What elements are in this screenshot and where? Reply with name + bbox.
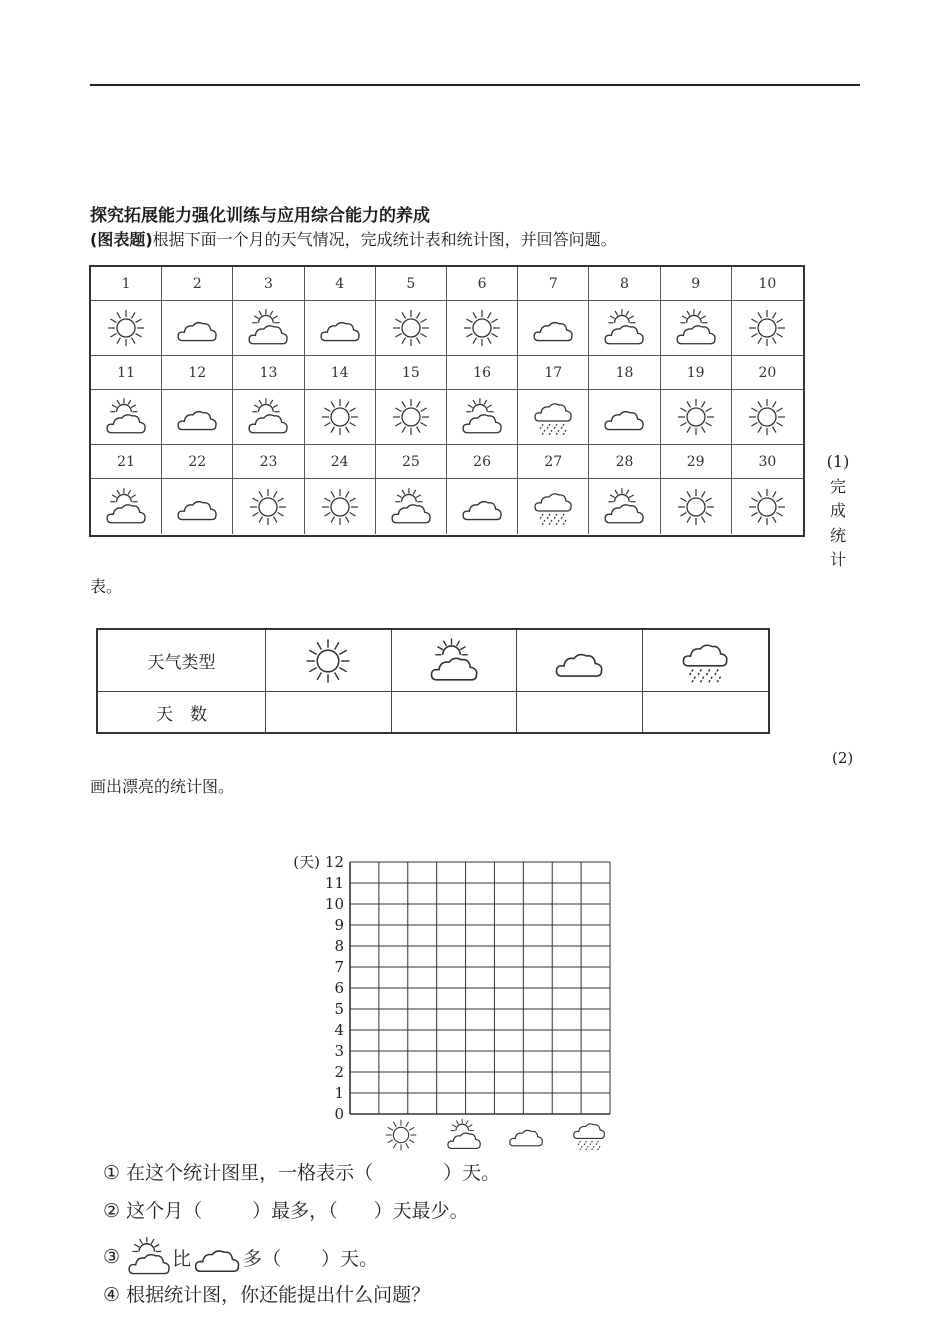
calendar-day-number: 13 — [233, 356, 304, 390]
partly-cloudy-icon — [589, 301, 660, 356]
y-tick-label: 12 — [324, 853, 344, 871]
y-tick-label: 4 — [334, 1021, 344, 1039]
partly-cloudy-icon — [233, 301, 304, 356]
q2-number: (2) — [832, 749, 854, 767]
question-text: 在这个统计图里，一格表示（ — [126, 1162, 374, 1184]
question-2 — [103, 1196, 469, 1223]
rainy-icon — [518, 479, 589, 534]
calendar-day-number: 29 — [661, 445, 732, 479]
table-rainy-icon — [643, 630, 769, 692]
calendar-day-number: 14 — [305, 356, 376, 390]
y-tick-label: 5 — [334, 1000, 344, 1018]
sunny-icon — [661, 390, 732, 445]
x-axis-cloudy-icon — [508, 1118, 544, 1158]
calendar-day-number: 18 — [589, 356, 660, 390]
sunny-icon — [305, 479, 376, 534]
partly-cloudy-icon — [233, 390, 304, 445]
y-tick-label: 0 — [334, 1105, 344, 1123]
question-text: 这个月（ — [126, 1200, 203, 1222]
calendar-day-number: 11 — [91, 356, 162, 390]
table-days-cloudy-cell[interactable] — [517, 692, 643, 732]
bar-chart-grid — [270, 850, 630, 1130]
question-text: 多（ — [243, 1247, 282, 1270]
question-text: ）天。 — [321, 1247, 379, 1270]
chart-grid-svg — [270, 850, 630, 1130]
cloudy-icon — [447, 479, 518, 534]
calendar-day-number: 22 — [162, 445, 233, 479]
partly-cloudy-icon — [589, 479, 660, 534]
sunny-icon — [233, 479, 304, 534]
calendar-day-number: 8 — [589, 267, 660, 301]
weather-calendar — [89, 265, 805, 537]
q2-text: 画出漂亮的统计图。 — [90, 777, 235, 796]
q1-char: 统 — [829, 525, 846, 545]
calendar-day-number: 23 — [233, 445, 304, 479]
partly-cloudy-icon — [661, 301, 732, 356]
question-4 — [103, 1280, 430, 1307]
partly-cloudy-icon — [447, 390, 518, 445]
cloudy-icon — [162, 479, 233, 534]
y-tick-label: 8 — [334, 937, 344, 955]
calendar-day-number: 21 — [91, 445, 162, 479]
calendar-day-number: 4 — [305, 267, 376, 301]
y-tick-label: 3 — [334, 1042, 344, 1060]
calendar-day-number: 24 — [305, 445, 376, 479]
calendar-day-number: 9 — [661, 267, 732, 301]
y-tick-label: 9 — [334, 916, 344, 934]
calendar-day-number: 27 — [518, 445, 589, 479]
calendar-day-number: 20 — [732, 356, 803, 390]
calendar-day-number: 19 — [661, 356, 732, 390]
table-partly-cloudy-icon — [392, 630, 518, 692]
y-axis-label: (天) — [293, 853, 320, 871]
q1-char: 计 — [829, 550, 846, 569]
y-tick-label: 7 — [334, 958, 344, 976]
table-header-days: 天 数 — [98, 692, 266, 732]
problem-intro — [90, 227, 617, 250]
calendar-day-number: 25 — [376, 445, 447, 479]
section-title: 探究拓展能力强化训练与应用综合能力的养成 — [90, 206, 430, 226]
sunny-icon — [732, 479, 803, 534]
calendar-day-number: 6 — [447, 267, 518, 301]
sunny-icon — [447, 301, 518, 356]
sunny-icon — [661, 479, 732, 534]
calendar-day-number: 16 — [447, 356, 518, 390]
q1-number: (1) — [826, 452, 850, 471]
question-text: 比 — [172, 1247, 192, 1270]
question-mark: ③ — [103, 1246, 121, 1268]
y-tick-label: 10 — [324, 895, 344, 913]
x-axis-partly-cloudy-icon — [446, 1118, 482, 1158]
calendar-day-number: 3 — [233, 267, 304, 301]
q1-tail: 表。 — [90, 577, 123, 596]
partly-cloudy-icon — [91, 479, 162, 534]
question-1 — [103, 1158, 500, 1185]
question-mark: ④ — [103, 1284, 121, 1306]
q1-char: 成 — [829, 501, 846, 520]
cloudy-icon — [589, 390, 660, 445]
sunny-icon — [732, 390, 803, 445]
calendar-day-number: 28 — [589, 445, 660, 479]
calendar-day-number: 30 — [732, 445, 803, 479]
weather-stat-table — [96, 628, 770, 734]
question-mark: ② — [103, 1200, 121, 1222]
calendar-day-number: 1 — [91, 267, 162, 301]
y-tick-label: 6 — [334, 979, 344, 997]
table-sunny-icon — [266, 630, 392, 692]
partly-cloudy-icon — [126, 1236, 172, 1278]
y-tick-label: 11 — [324, 874, 344, 892]
cloudy-icon — [518, 301, 589, 356]
header-rule — [90, 84, 860, 86]
sunny-icon — [376, 301, 447, 356]
cloudy-icon — [162, 301, 233, 356]
q1-char: 完 — [829, 476, 846, 496]
chart-x-axis-icons — [370, 1118, 620, 1158]
table-days-sunny-cell[interactable] — [266, 692, 392, 732]
sunny-icon — [91, 301, 162, 356]
partly-cloudy-icon — [376, 479, 447, 534]
cloudy-icon — [305, 301, 376, 356]
rainy-icon — [518, 390, 589, 445]
table-cloudy-icon — [517, 630, 643, 692]
calendar-day-number: 2 — [162, 267, 233, 301]
question-3 — [103, 1236, 378, 1278]
y-tick-label: 2 — [334, 1063, 344, 1081]
table-header-weather-type: 天气类型 — [98, 630, 266, 692]
calendar-day-number: 15 — [376, 356, 447, 390]
calendar-day-number: 5 — [376, 267, 447, 301]
question-text: 根据统计图，你还能提出什么问题？ — [126, 1284, 431, 1306]
x-axis-rainy-icon — [571, 1118, 607, 1158]
question-text: ）最多，（ — [252, 1200, 338, 1222]
question-text: ）天最少。 — [373, 1200, 469, 1222]
sunny-icon — [732, 301, 803, 356]
problem-tag: (图表题) — [90, 230, 153, 249]
calendar-day-number: 7 — [518, 267, 589, 301]
question-mark: ① — [103, 1162, 121, 1184]
y-tick-label: 1 — [334, 1084, 344, 1102]
calendar-day-number: 12 — [162, 356, 233, 390]
problem-text: 根据下面一个月的天气情况，完成统计表和统计图，并回答问题。 — [152, 230, 617, 249]
calendar-day-number: 26 — [447, 445, 518, 479]
sunny-icon — [305, 390, 376, 445]
sunny-icon — [376, 390, 447, 445]
cloudy-icon — [162, 390, 233, 445]
calendar-day-number: 10 — [732, 267, 803, 301]
table-days-partly-cloudy-cell[interactable] — [392, 692, 518, 732]
x-axis-sunny-icon — [383, 1118, 419, 1158]
question-text: ）天。 — [443, 1162, 501, 1184]
table-days-rainy-cell[interactable] — [643, 692, 769, 732]
q1-label-vertical — [826, 450, 850, 573]
cloudy-icon — [191, 1238, 243, 1276]
calendar-day-number: 17 — [518, 356, 589, 390]
partly-cloudy-icon — [91, 390, 162, 445]
